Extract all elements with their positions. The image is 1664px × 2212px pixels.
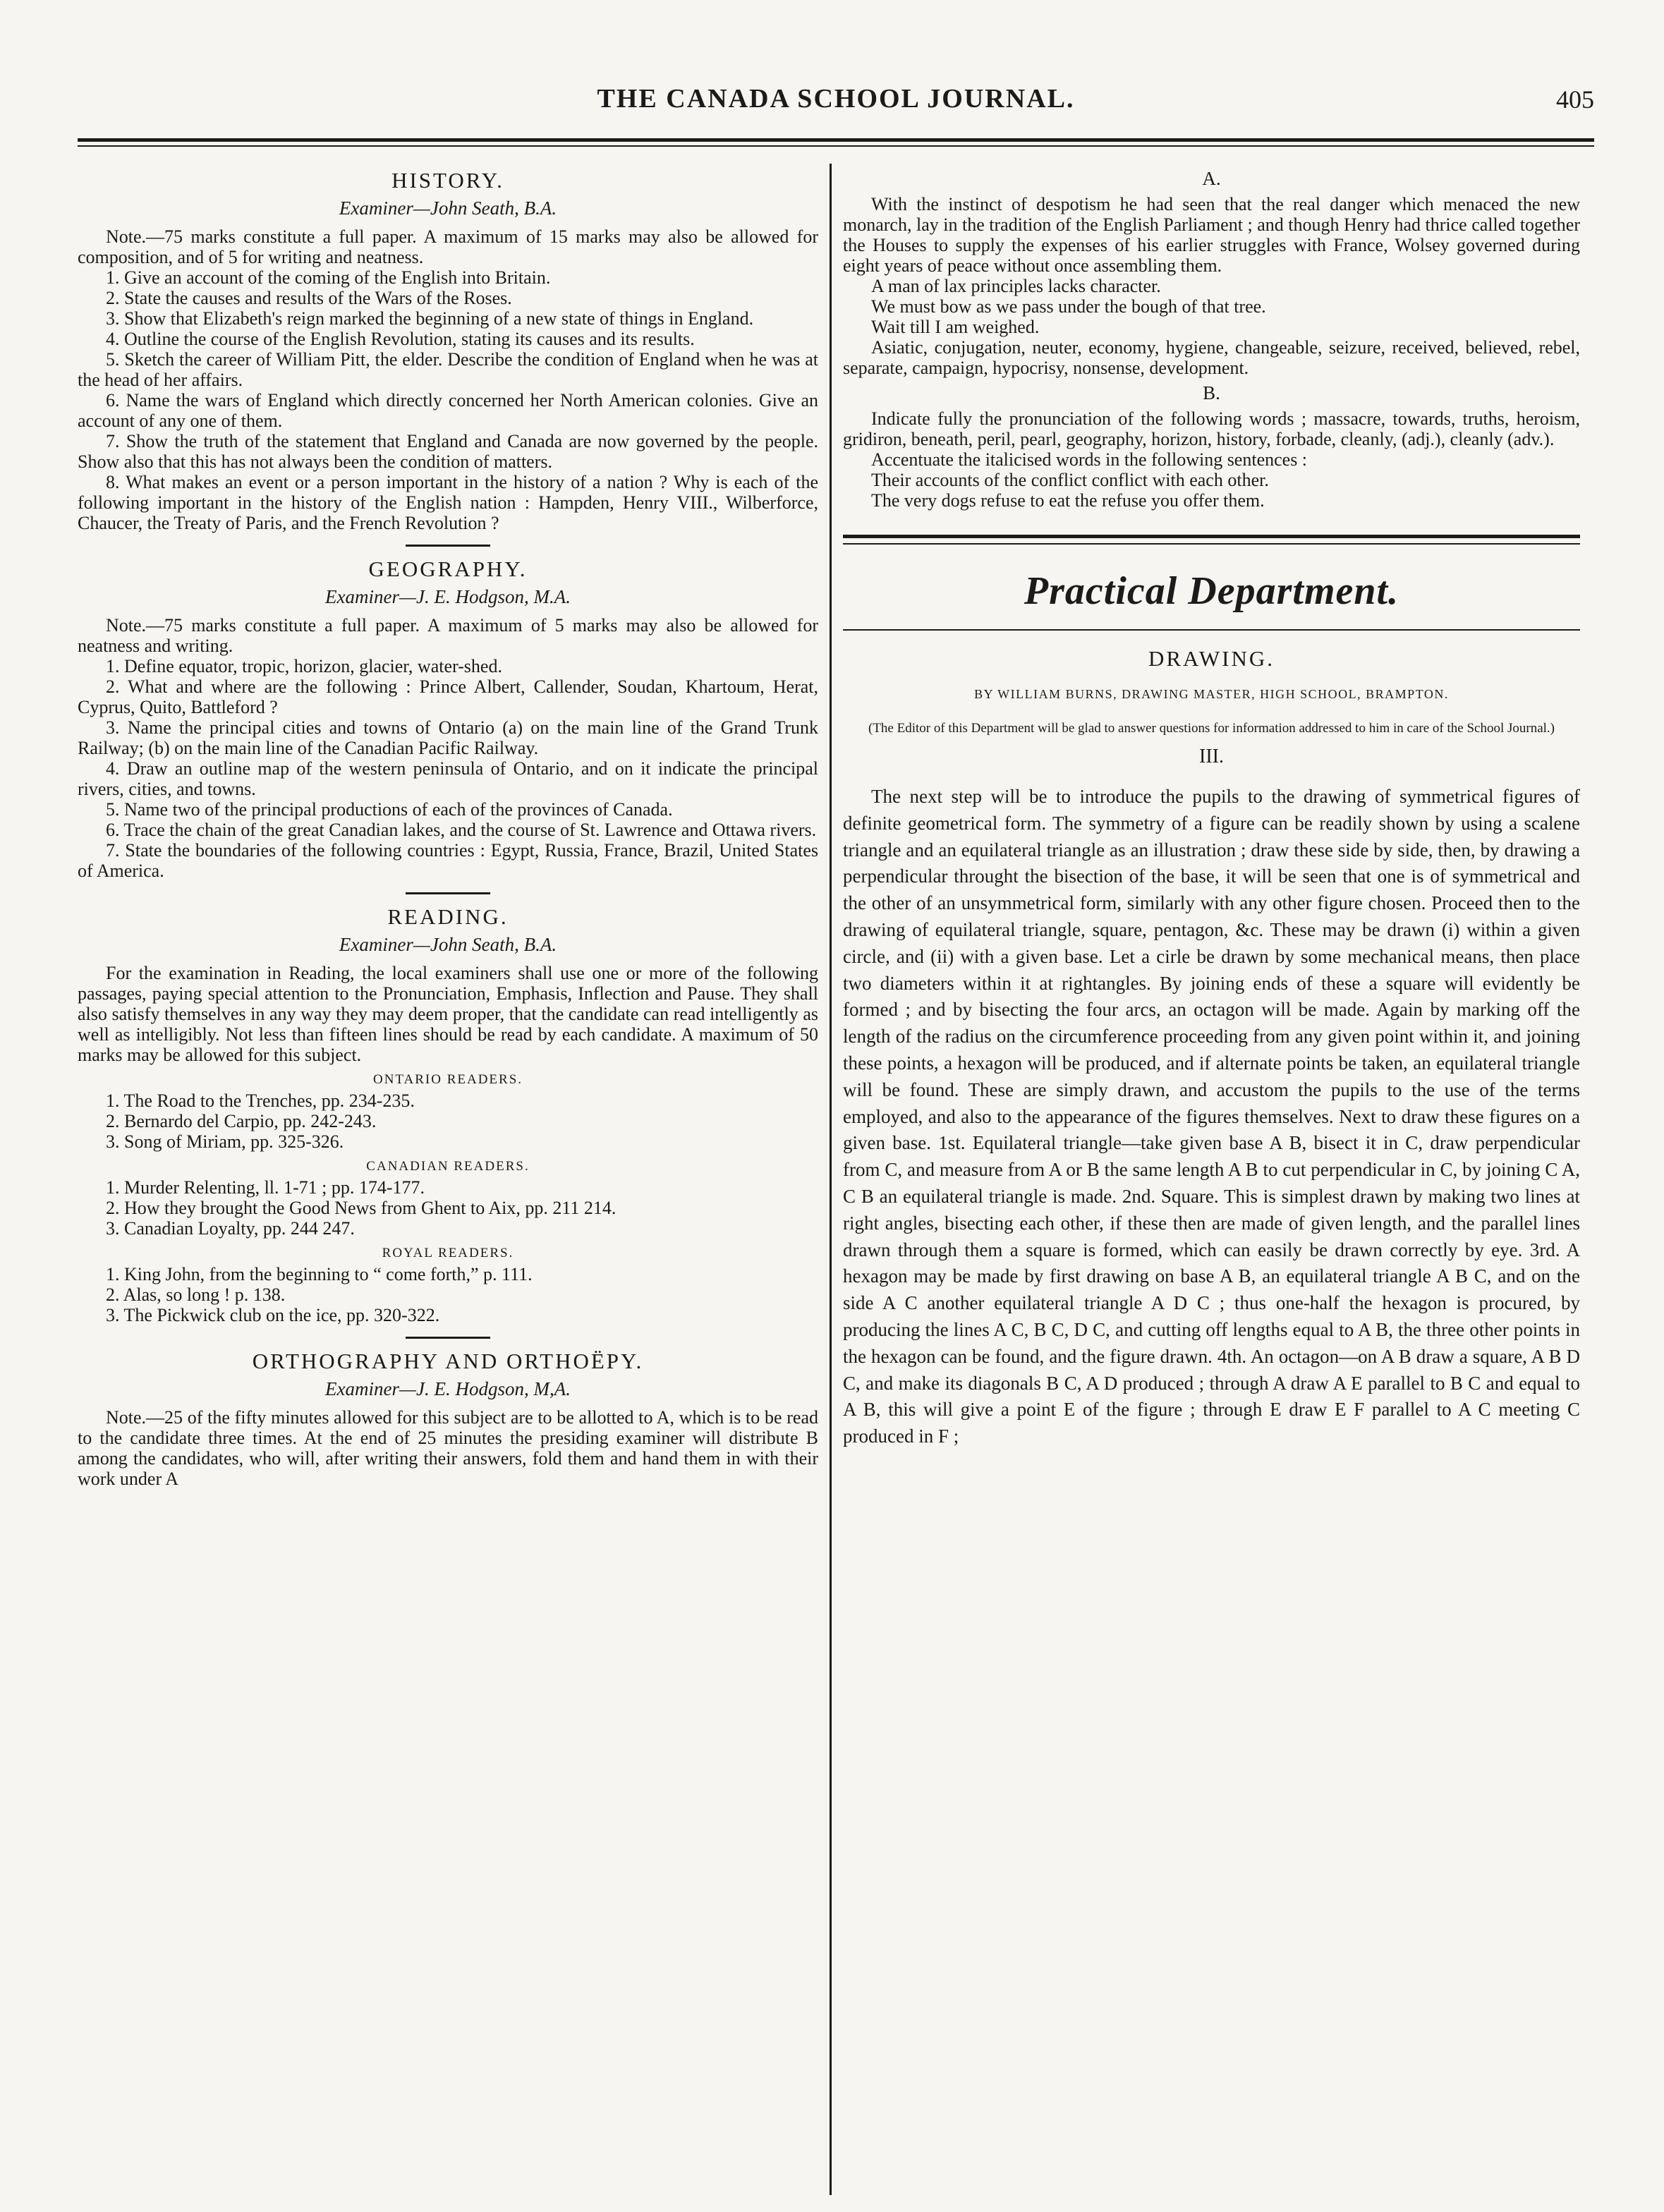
reading-item: 1. Murder Relenting, ll. 1-71 ; pp. 174-177. bbox=[106, 1177, 425, 1198]
question: 8. What makes an event or a person important in the history of a nation ? Why is each of the following important in the history of the English nation : Hampden, Henry VIII., Wilberforce, Chaucer, the Treaty of Paris, and the French Revolution ? bbox=[78, 472, 818, 533]
reading-item: 2. Alas, so long ! p. 138. bbox=[106, 1284, 286, 1305]
part-b-heading: B. bbox=[1203, 382, 1220, 403]
part-a-sentence: Asiatic, conjugation, neuter, economy, hygiene, changeable, seizure, received, believed, rebel, separate, campaign, hypocrisy, nonsense, development. bbox=[843, 337, 1580, 378]
journal-title: THE CANADA SCHOOL JOURNAL. bbox=[597, 84, 1075, 114]
history-heading: HISTORY. bbox=[391, 168, 504, 193]
question: 1. Define equator, tropic, horizon, glacier, water-shed. bbox=[106, 656, 502, 676]
question: 3. Name the principal cities and towns of Ontario (a) on the main line of the Grand Trunk Railway; (b) on the main line of the Canadian Pacific Railway. bbox=[78, 717, 818, 758]
header-rule-thin bbox=[78, 145, 1594, 147]
question: 5. Sketch the career of William Pitt, the elder. Describe the condition of England when he was at the head of her affairs. bbox=[78, 349, 818, 390]
column-divider bbox=[830, 164, 832, 2195]
department-title: Practical Department. bbox=[1024, 569, 1399, 613]
part-b-line: Accentuate the italicised words in the following sentences : bbox=[871, 449, 1308, 470]
department-rule bbox=[843, 535, 1580, 545]
reading-item: 2. Bernardo del Carpio, pp. 242-243. bbox=[106, 1111, 377, 1131]
question: 6. Trace the chain of the great Canadian lakes, and the course of St. Lawrence and Ottawa rivers. bbox=[106, 820, 817, 840]
reading-item: 3. The Pickwick club on the ice, pp. 320-322. bbox=[106, 1305, 440, 1325]
history-examiner: Examiner—John Seath, B.A. bbox=[339, 198, 557, 219]
part-a-sentence: Wait till I am weighed. bbox=[871, 317, 1040, 337]
reader-group-items bbox=[78, 1264, 818, 1325]
history-note: Note.—75 marks constitute a full paper. A maximum of 15 marks may also be allowed for composition, and of 5 for writing and neatness. bbox=[78, 226, 818, 267]
right-column bbox=[843, 164, 1580, 2195]
geography-section bbox=[78, 557, 818, 881]
geography-note: Note.—75 marks constitute a full paper. A maximum of 5 marks may also be allowed for neatness and writing. bbox=[78, 615, 818, 656]
part-a-sentence: We must bow as we pass under the bough of that tree. bbox=[871, 296, 1266, 317]
geography-questions bbox=[78, 656, 818, 881]
header-rule-thick bbox=[78, 138, 1594, 142]
drawing-heading: DRAWING. bbox=[1148, 646, 1275, 671]
reading-item: 3. Canadian Loyalty, pp. 244 247. bbox=[106, 1218, 355, 1239]
question: 5. Name two of the principal productions of each of the provinces of Canada. bbox=[106, 799, 673, 820]
reading-examiner: Examiner—John Seath, B.A. bbox=[339, 934, 557, 955]
reader-group-items bbox=[78, 1090, 818, 1152]
page-number: 405 bbox=[1556, 85, 1594, 114]
question: 6. Name the wars of England which directly concerned her North American colonies. Give an account of any one of them. bbox=[78, 390, 818, 431]
reading-section bbox=[78, 904, 818, 1325]
history-questions bbox=[78, 267, 818, 533]
part-b-line: Indicate fully the pronunciation of the following words ; massacre, towards, truths, heroism, gridiron, beneath, peril, pearl, geography, horizon, history, forbade, cleanly, (adj.), cleanly (adv.). bbox=[843, 408, 1580, 449]
question: 2. State the causes and results of the Wars of the Roses. bbox=[106, 288, 512, 308]
orthography-part-a bbox=[843, 168, 1580, 378]
question: 1. Give an account of the coming of the English into Britain. bbox=[106, 267, 551, 288]
article-byline: BY WILLIAM BURNS, DRAWING MASTER, HIGH SCHOOL, BRAMPTON. bbox=[974, 687, 1449, 701]
question: 7. State the boundaries of the following countries : Egypt, Russia, France, Brazil, United States of America. bbox=[78, 840, 818, 881]
reader-group-title: ONTARIO READERS. bbox=[372, 1072, 523, 1087]
article-part-number: III. bbox=[1199, 746, 1224, 767]
orthography-note: Note.—25 of the fifty minutes allowed for this subject are to be allotted to A, which is to be read to the candidate three times. At the end of 25 minutes the presiding examiner will distribute B among the candidates, who will, after writing their answers, fold them and hand them in with their work under A bbox=[78, 1407, 818, 1489]
orthography-section bbox=[78, 1349, 818, 1489]
part-a-heading: A. bbox=[1202, 168, 1221, 189]
editor-note: (The Editor of this Department will be glad to answer questions for information addressed to him in care of the School Journal.) bbox=[868, 721, 1555, 736]
reader-group-title: CANADIAN READERS. bbox=[366, 1159, 530, 1174]
part-a-passage: With the instinct of despotism he had seen that the real danger which menaced the new monarch, lay in the tradition of the English Parliament ; and though Henry had thrice called together the Houses to supply the expenses of his earlier struggles with France, Wolsey governed during eight years of peace without once assembling them. bbox=[843, 194, 1580, 276]
part-a-sentence: A man of lax principles lacks character. bbox=[871, 276, 1161, 296]
reading-item: 1. King John, from the beginning to “ come forth,” p. 111. bbox=[106, 1264, 533, 1284]
geography-heading: GEOGRAPHY. bbox=[368, 557, 528, 581]
section-divider bbox=[843, 629, 1580, 631]
part-b-line: Their accounts of the conflict conflict with each other. bbox=[871, 470, 1269, 490]
reading-item: 3. Song of Miriam, pp. 325-326. bbox=[106, 1131, 344, 1152]
reader-group-items bbox=[78, 1177, 818, 1239]
question: 3. Show that Elizabeth's reign marked the beginning of a new state of things in England. bbox=[106, 308, 754, 329]
practical-department bbox=[843, 569, 1580, 1450]
orthography-part-b bbox=[843, 382, 1580, 511]
reading-item: 1. The Road to the Trenches, pp. 234-235. bbox=[106, 1090, 415, 1111]
reader-group-title: ROYAL READERS. bbox=[382, 1246, 514, 1260]
question: 2. What and where are the following : Prince Albert, Callender, Soudan, Khartoum, Herat, Cyprus, Quito, Battleford ? bbox=[78, 676, 818, 717]
geography-examiner: Examiner—J. E. Hodgson, M.A. bbox=[325, 586, 571, 607]
question: 7. Show the truth of the statement that England and Canada are now governed by the people. Show also that this has not always been the condition of matters. bbox=[78, 431, 818, 472]
left-column bbox=[78, 164, 818, 2195]
reading-heading: READING. bbox=[387, 904, 509, 929]
section-divider bbox=[406, 1337, 490, 1339]
question: 4. Draw an outline map of the western peninsula of Ontario, and on it indicate the principal rivers, cities, and towns. bbox=[78, 758, 818, 799]
reading-item: 2. How they brought the Good News from Ghent to Aix, pp. 211 214. bbox=[106, 1198, 617, 1218]
part-b-line: The very dogs refuse to eat the refuse you offer them. bbox=[871, 490, 1265, 511]
running-head bbox=[78, 83, 1594, 126]
section-divider bbox=[406, 892, 490, 894]
history-section bbox=[78, 168, 818, 533]
section-divider bbox=[406, 545, 490, 547]
question: 4. Outline the course of the English Revolution, stating its causes and its results. bbox=[106, 329, 695, 349]
orthography-examiner: Examiner—J. E. Hodgson, M,A. bbox=[325, 1378, 571, 1399]
reading-intro: For the examination in Reading, the local examiners shall use one or more of the following passages, paying special attention to the Pronunciation, Emphasis, Inflection and Pause. They shall also satisfy themselves in any way they may deem proper, that the candidate can read intelligently as well as intelligibly. Not less than fifteen lines should be read by each candidate. A maximum of 50 marks may be allowed for this subject. bbox=[78, 963, 818, 1065]
drawing-article-text: The next step will be to introduce the pupils to the drawing of symmetrical figures of definite geometrical form. The symmetry of a figure can be readily shown by using a scalene triangle and an equilateral triangle as an illustration ; draw these side by side, then, by drawing a perpendicular throught the bisection of the base, it will be seen that one is of symmetrical and the other of an unsymmetrical form, similarly with any other figure chosen. Proceed then to the drawing of equilateral triangle, square, pentagon, &c. These may be drawn (i) within a given circle, and (ii) with a given base. Let a cirle be drawn by some mechanical means, then place two diameters within it at rightangles. By joining ends of these a square will evidently be formed ; and by bisecting the four arcs, an octagon will be made. Again by marking off the length of the radius on the circumference proceeding from any given point within it, and joining these points, a hexagon will be produced, and if alternate points be taken, an equilateral triangle will be found. These are simply drawn, and accustom the pupils to the use of the terms employed, and also to the appearance of the figures themselves. Next to draw these figures on a given base. 1st. Equilateral triangle—take given base A B, bisect it in C, draw perpendicular from C, and measure from A or B the same length A B to cut perpendicular in C, by joining C A, C B an equilateral triangle is made. 2nd. Square. This is simplest drawn by making two lines at right angles, bisecting each other, if these then are made of given length, and the parallel lines drawn through them a square is formed, which can easily be drawn correctly by eye. 3rd. A hexagon may be made by first drawing on base A B, an equilateral triangle A B C, and on the side A C another equilateral triangle A D C ; thus one-half the hexagon is procured, by producing the lines A C, B C, D C, and cutting off lengths equal to A B, the three other points in the hexagon can be found, and the figure drawn. 4th. An octagon—on A B draw a square, A B D C, and make its diagonals B C, A D produced ; through A draw A E parallel to B C and equal to A B, this will give a point E of the figure ; through E draw E F parallel to A C meeting C produced in F ; bbox=[843, 786, 1580, 1447]
orthography-heading: ORTHOGRAPHY AND ORTHOËPY. bbox=[252, 1349, 644, 1373]
